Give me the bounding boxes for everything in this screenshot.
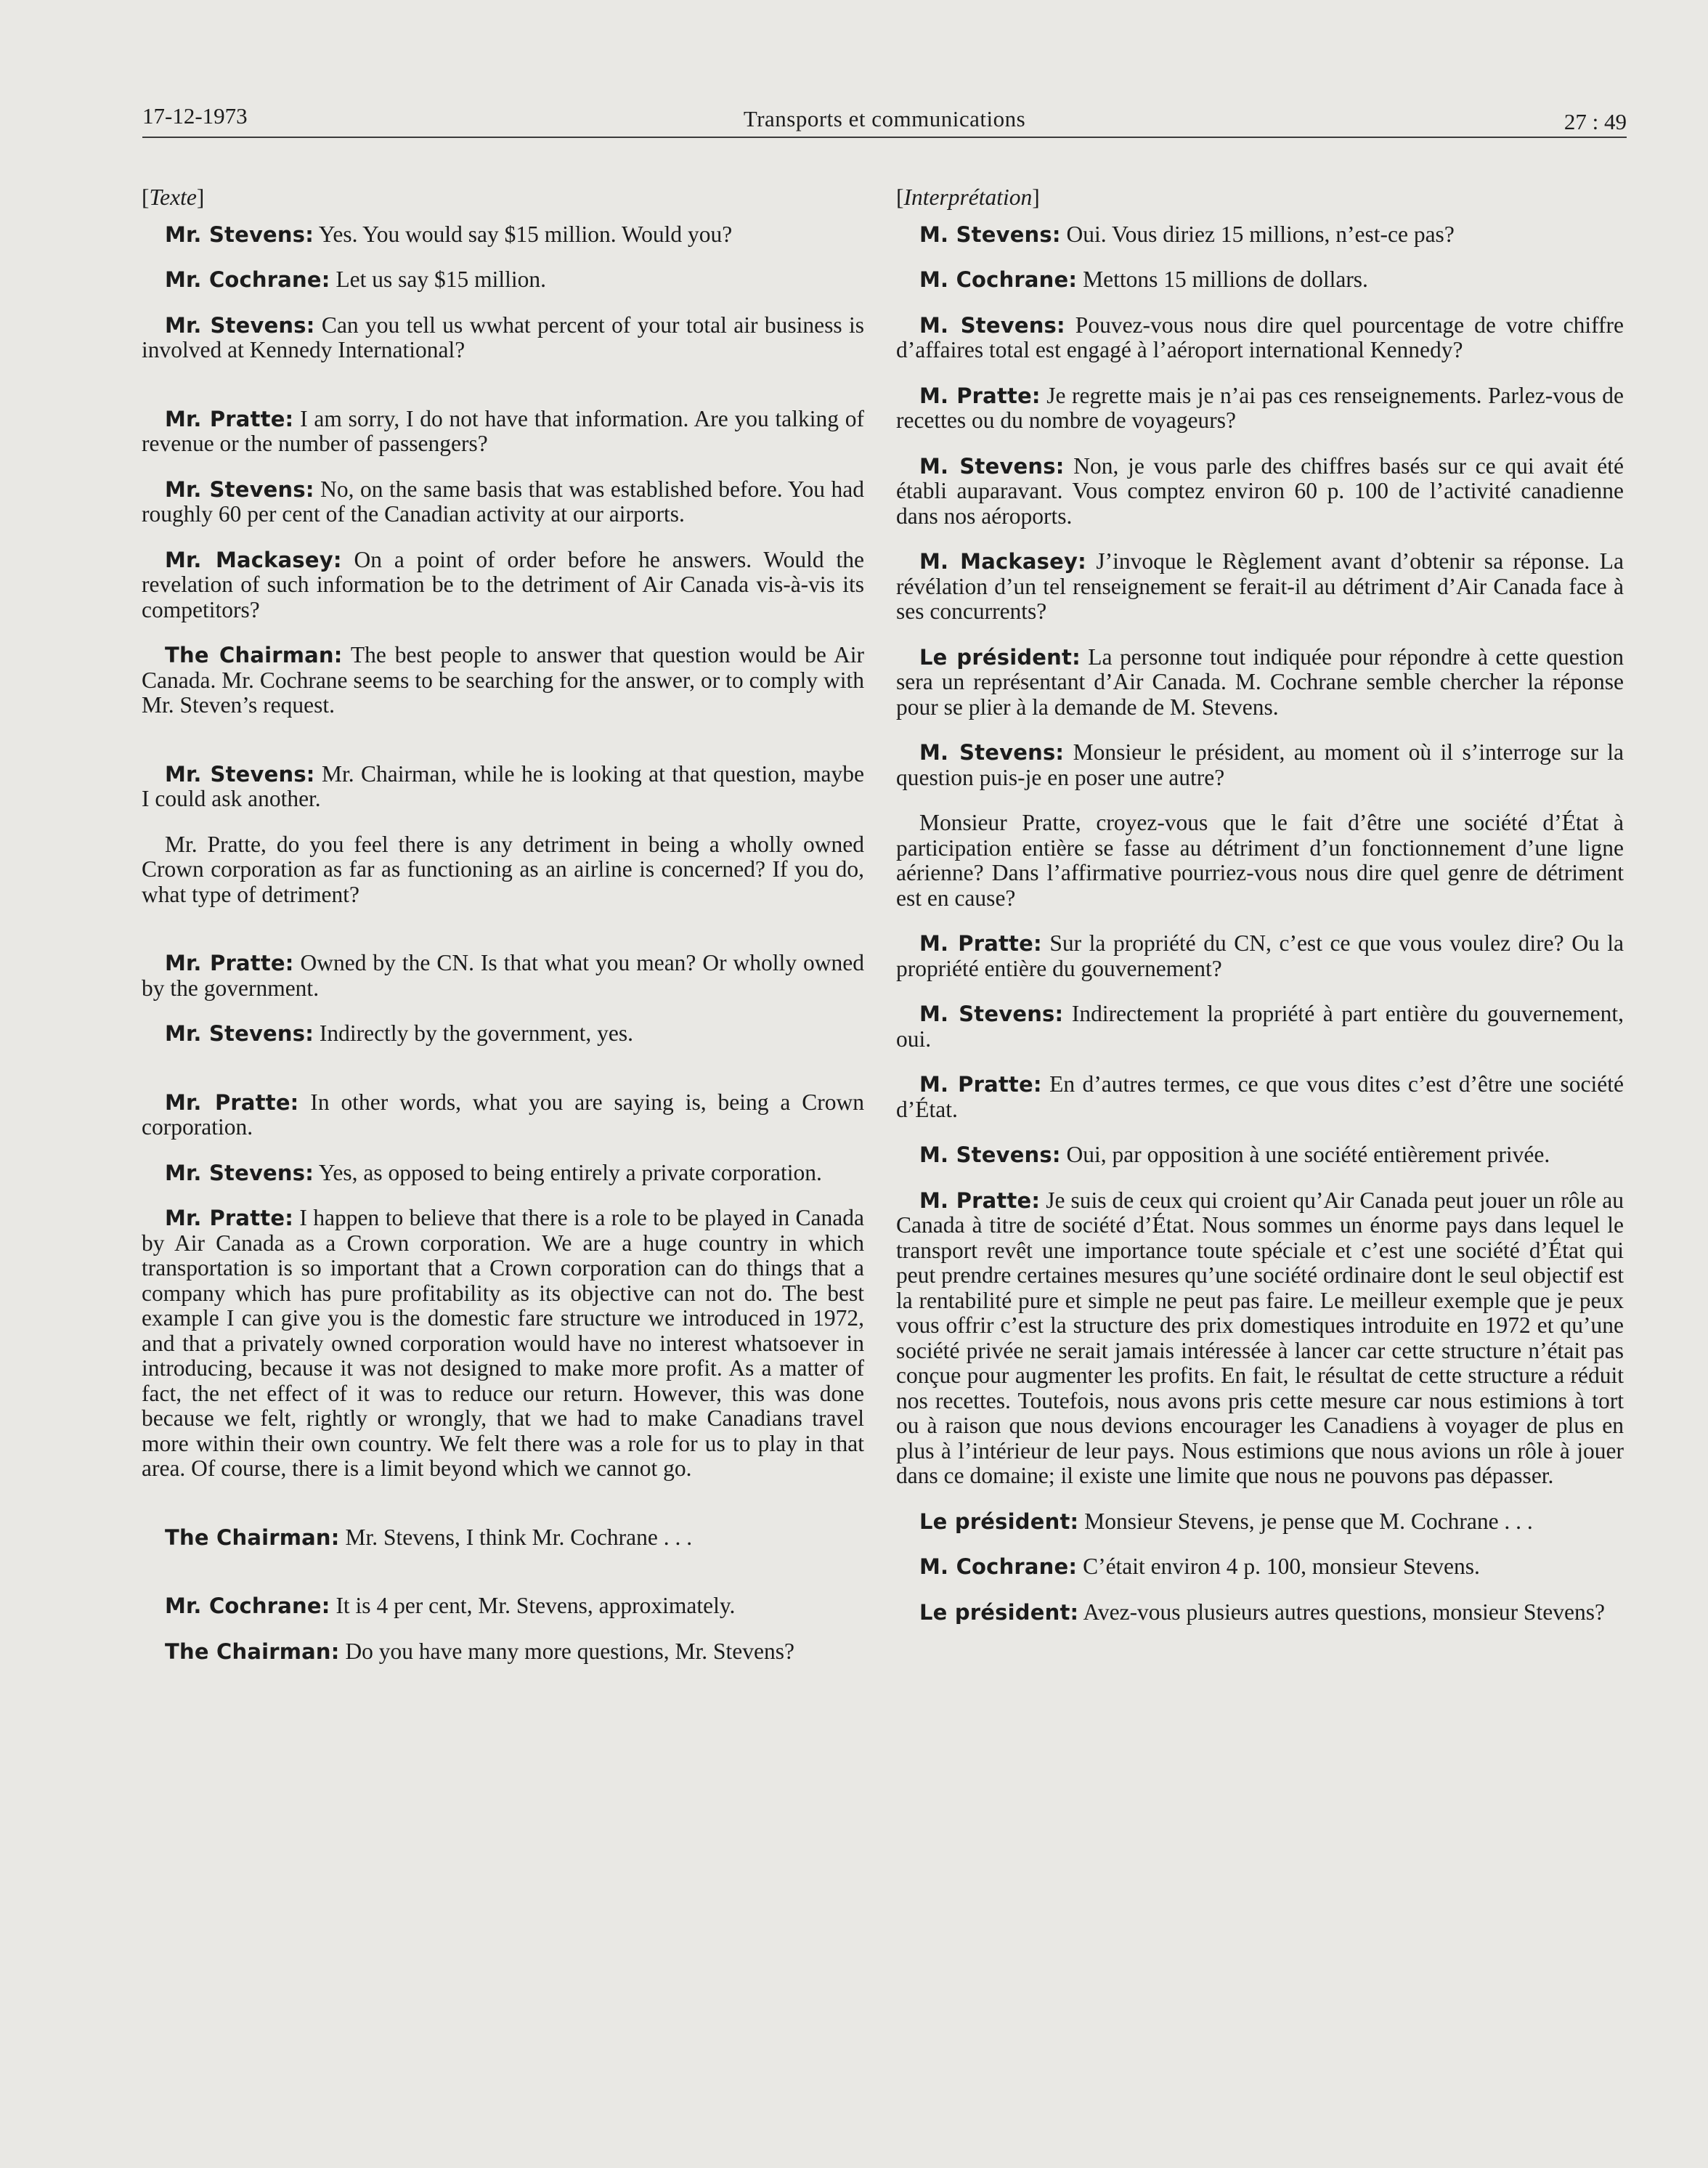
speech-text: Mettons 15 millions de dollars. (1077, 267, 1368, 292)
speaker-name: Mr. Stevens: (165, 761, 315, 787)
english-column (142, 178, 864, 1684)
speaker-name: Le président: (919, 1599, 1079, 1625)
speaker-name: M. Stevens: (919, 740, 1065, 765)
speech-text: I am sorry, I do not have that information. Are you talking of revenue or the number of passengers? (142, 405, 864, 456)
header-title: Transports et communications (743, 106, 1026, 131)
speech-text: Indirectly by the government, yes. (314, 1020, 634, 1046)
speech-text: The best people to answer that question would be Air Canada. Mr. Cochrane seems to be searching for the answer, or to comply with Mr. Steven’s request. (142, 642, 865, 718)
speech-text: Avez-vous plusieurs autres questions, monsieur Stevens? (1078, 1599, 1605, 1625)
speaker-name: M. Stevens: (919, 312, 1065, 338)
speech-text: Monsieur Pratte, croyez-vous que le fait d’être une société d’État à participation entière se fasse au détriment d’un fonctionnement d’une ligne aérienne? Dans l’affirmative pourriez-vous nous dire quel genre de détriment est en cause? (896, 810, 1624, 911)
transcript-paragraph (896, 645, 1624, 720)
transcript-paragraph (142, 951, 864, 1001)
transcript-paragraph (896, 1142, 1624, 1168)
page-header (142, 93, 1627, 138)
transcript-paragraph (896, 811, 1624, 911)
transcript-paragraph (142, 1206, 864, 1482)
speaker-name: Mr. Pratte: (165, 1089, 299, 1115)
transcript-paragraph (896, 454, 1624, 529)
speech-text: Owned by the CN. Is that what you mean? Or wholly owned by the government. (142, 950, 864, 1001)
transcript-paragraph (896, 267, 1624, 293)
transcript-paragraph (142, 1021, 864, 1047)
transcript-paragraph (896, 383, 1624, 434)
speech-text: Oui, par opposition à une société entièrement privée. (1060, 1142, 1550, 1167)
speaker-name: The Chairman: (165, 1524, 340, 1550)
transcript-paragraph (896, 931, 1624, 981)
speech-text: C’était environ 4 p. 100, monsieur Stevens. (1077, 1554, 1480, 1579)
speech-text: No, on the same basis that was established before. You had roughly 60 per cent of the Canadian activity at our airports. (142, 476, 864, 527)
speaker-name: The Chairman: (165, 643, 343, 667)
speech-text: It is 4 per cent, Mr. Stevens, approximately. (330, 1593, 736, 1618)
transcript-paragraph (896, 1188, 1624, 1489)
transcript-paragraph (896, 1002, 1624, 1052)
section-label-text: Texte (149, 184, 197, 210)
speaker-name: Mr. Stevens: (165, 1160, 314, 1185)
transcript-paragraph (896, 1600, 1624, 1625)
speech-text: Non, je vous parle des chiffres basés sur ce qui avait été établi auparavant. Vous comptez environ 60 p. 100 de l’activité canadienne dans nos aéroports. (896, 452, 1624, 529)
transcript-paragraph (896, 313, 1624, 363)
speaker-name: M. Pratte: (919, 1072, 1042, 1097)
transcript-paragraph (142, 1525, 864, 1551)
speech-text: Do you have many more questions, Mr. Stevens? (339, 1638, 794, 1664)
transcript-paragraph (142, 267, 864, 293)
speech-text: Oui. Vous diriez 15 millions, n’est-ce pas? (1060, 221, 1455, 247)
speaker-name: Mr. Pratte: (165, 406, 294, 431)
speaker-name: Mr. Pratte: (165, 1206, 293, 1230)
speaker-name: M. Pratte: (919, 383, 1041, 408)
speech-text: Indirectement la propriété à part entière du gouvernement, oui. (896, 1001, 1624, 1052)
speech-text: In other words, what you are saying is, being a Crown corporation. (142, 1089, 864, 1140)
speaker-name: M. Pratte: (919, 1187, 1041, 1213)
speaker-name: Mr. Cochrane: (165, 267, 330, 292)
speaker-name: Mr. Stevens: (165, 312, 315, 338)
transcript-paragraph (142, 407, 864, 457)
speaker-name: M. Stevens: (919, 1142, 1061, 1167)
transcript-paragraph (142, 548, 864, 623)
transcript-paragraph (142, 477, 864, 527)
transcript-paragraph (896, 740, 1624, 790)
speech-text: La personne tout indiquée pour répondre à cette question sera un représentant d’Air Canada. M. Cochrane semble chercher la réponse pour se plier à la demande de M. Stevens. (896, 644, 1624, 720)
speech-text: J’invoque le Règlement avant d’obtenir sa réponse. La révélation d’un tel renseignement se ferait-il au détriment d’Air Canada face à ses concurrents? (896, 548, 1624, 624)
section-label-text: Interprétation (903, 184, 1033, 210)
speaker-name: M. Pratte: (919, 931, 1042, 956)
speaker-name: Le président: (919, 644, 1081, 670)
speaker-name: M. Cochrane: (919, 267, 1078, 292)
speech-text: Je suis de ceux qui croient qu’Air Canada peut jouer un rôle au Canada à titre de société d’État. Nous sommes un énorme pays dans lequel le transport revêt une importance toute spéciale et c’est une société d’État qui peut prendre certaines mesures qu’une société ordinaire dont le seul objectif est la rentabilité pure et simple ne peut pas faire. Le meilleur exemple que je peux vous offrir c’est la structure des prix domestiques introduite en 1972 et qu’une société privée ne serait jamais intéressée à lancer car cette structure n’était pas conçue pour augmenter les profits. En fait, le résultat de cette structure a réduit nos recettes. Toutefois, nous avons pris cette mesure car nous estimions à tort ou à raison que nous devions encourager les Canadiens à voyager de plus en plus à l’intérieur de leur pays. Nous estimions que nous avions un rôle à jouer dans ce domaine; il existe une limite que nous ne pouvons pas dépasser. (896, 1187, 1624, 1488)
speech-text: Can you tell us wwhat percent of your total air business is involved at Kennedy International? (142, 312, 864, 362)
transcript-paragraph (142, 643, 864, 718)
speech-text: On a point of order before he answers. Would the revelation of such information be to the detriment of Air Canada vis-à-vis its competitors? (142, 546, 864, 622)
speaker-name: M. Stevens: (919, 453, 1065, 479)
transcript-paragraph (142, 1090, 864, 1140)
transcript-paragraph (142, 762, 864, 812)
speaker-name: M. Cochrane: (919, 1554, 1078, 1579)
speaker-name: Mr. Cochrane: (165, 1593, 330, 1618)
header-date: 17-12-1973 (142, 103, 248, 129)
speaker-name: The Chairman: (165, 1639, 340, 1664)
speech-text: Monsieur Stevens, je pense que M. Cochrane . . . (1078, 1508, 1533, 1534)
section-label-interpretation: [Interprétation] (896, 184, 1040, 210)
speech-text: Yes, as opposed to being entirely a private corporation. (314, 1159, 822, 1185)
speaker-name: Mr. Stevens: (165, 222, 314, 247)
transcript-paragraph (896, 1554, 1624, 1580)
transcript-paragraph (142, 222, 864, 248)
speaker-name: Le président: (919, 1509, 1079, 1534)
transcript-paragraph (142, 1593, 864, 1619)
transcript-paragraph (142, 313, 864, 363)
speech-text: Yes. You would say $15 million. Would you? (314, 221, 733, 247)
transcript-paragraph (142, 1639, 864, 1665)
speaker-name: Mr. Stevens: (165, 1021, 314, 1046)
speaker-name: Mr. Mackasey: (165, 547, 342, 572)
section-label-texte: [Texte] (142, 184, 205, 210)
speaker-name: M. Stevens: (919, 222, 1061, 247)
header-page-number: 27 : 49 (1563, 109, 1627, 134)
transcript-paragraph (896, 222, 1624, 248)
speaker-name: Mr. Stevens: (165, 476, 314, 502)
speech-text: Pouvez-vous nous dire quel pourcentage de votre chiffre d’affaires total est engagé à l’aéroport international Kennedy? (896, 312, 1624, 362)
speech-text: Let us say $15 million. (330, 267, 547, 292)
transcript-paragraph (896, 1072, 1624, 1122)
speech-text: Mr. Stevens, I think Mr. Cochrane . . . (339, 1524, 693, 1550)
speech-text: Mr. Pratte, do you feel there is any detriment in being a wholly owned Crown corporation as far as functioning as an airline is concerned? If you do, what type of detriment? (142, 831, 864, 907)
transcript-paragraph (896, 1509, 1624, 1535)
speech-text: Je regrette mais je n’ai pas ces renseignements. Parlez-vous de recettes ou du nombre de voyageurs? (896, 382, 1624, 433)
speaker-name: Mr. Pratte: (165, 951, 294, 975)
speech-text: Sur la propriété du CN, c’est ce que vous voulez dire? Ou la propriété entière du gouvernement? (896, 930, 1624, 981)
speech-text: I happen to believe that there is a role to be played in Canada by Air Canada as a Crown corporation. We are a huge country in which transportation is so important that a Crown corporation can do things that a company which has pure profitability as its objective can not do. The best example I can give you is the domestic fare structure we introduced in 1972, and that a privately owned corporation would have no interest whatsoever in introducing, because it was not designed to make more profit. As a matter of fact, the net effect of it was to reduce our return. However, this was done because we felt, rightly or wrongly, that we had to make Canadians travel more within their own country. We felt there was a role for us to play in that area. Of course, there is a limit beyond which we cannot go. (142, 1205, 864, 1481)
transcript-paragraph (142, 832, 864, 908)
speaker-name: M. Stevens: (919, 1002, 1064, 1026)
speaker-name: M. Mackasey: (919, 549, 1086, 574)
french-column (896, 178, 1624, 1645)
speech-text: En d’autres termes, ce que vous dites c’est d’être une société d’État. (896, 1071, 1624, 1122)
speech-text: Mr. Chairman, while he is looking at that question, maybe I could ask another. (142, 760, 864, 811)
transcript-paragraph (896, 549, 1624, 625)
speech-text: Monsieur le président, au moment où il s’interroge sur la question puis-je en poser une autre? (896, 739, 1624, 790)
transcript-paragraph (142, 1161, 864, 1186)
